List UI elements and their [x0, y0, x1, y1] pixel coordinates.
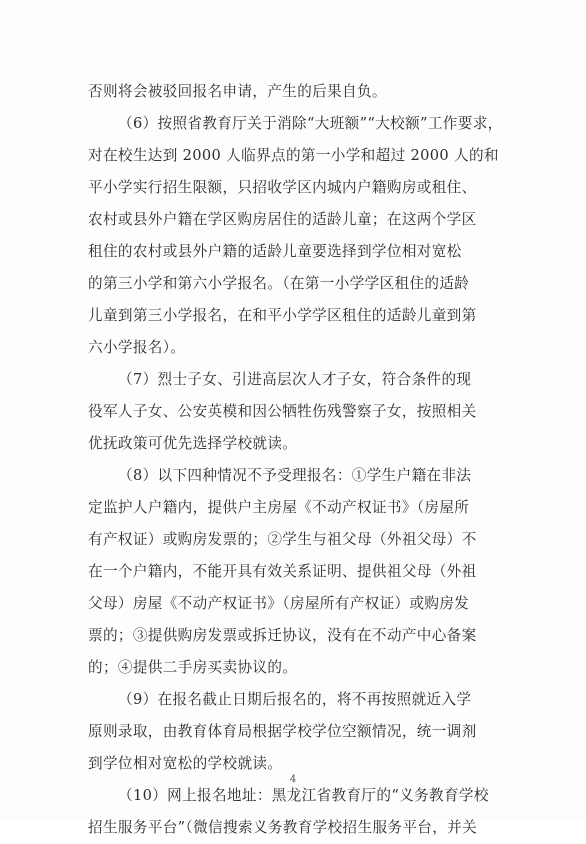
- text-line: 优抚政策可优先选择学校就读。: [88, 435, 298, 452]
- text-line: 儿童到第三小学报名，在和平小学学区租住的适龄儿童到第: [88, 307, 477, 324]
- text-line: 役军人子女、公安英模和因公牺牲伤残警察子女，按照相关: [88, 403, 477, 420]
- paragraph-8-line: （8）以下四种情况不予受理报名：①学生户籍在非法: [118, 467, 472, 484]
- text-line: 有产权证）或购房发票的；②学生与祖父母（外祖父母）不: [88, 531, 477, 548]
- text-line: 农村或县外户籍在学区购房居住的适龄儿童；在这两个学区: [88, 211, 477, 228]
- text-line: 否则将会被驳回报名申请，产生的后果自负。: [88, 83, 387, 100]
- text-line: 父母）房屋《不动产权证书》（房屋所有产权证）或购房发: [88, 595, 470, 612]
- text-line: 的第三小学和第六小学报名。（在第一小学学区租住的适龄: [88, 275, 470, 292]
- text-line: 对在校生达到 2000 人临界点的第一小学和超过 2000 人的和: [88, 147, 499, 164]
- paragraph-10-line: （10）网上报名地址：黑龙江省教育厅的“义务教育学校: [118, 787, 489, 804]
- text-line: 原则录取，由教育体育局根据学校学位空额情况，统一调剂: [88, 723, 477, 740]
- text-line: 的；④提供二手房买卖协议的。: [88, 659, 298, 676]
- document-body: [88, 76, 506, 844]
- text-line: 到学位相对宽松的学校就读。: [88, 755, 283, 772]
- text-line: 招生服务平台”（微信搜索义务教育学校招生服务平台，并关: [88, 819, 478, 836]
- paragraph-7-line: （7）烈士子女、引进高层次人才子女，符合条件的现: [118, 371, 472, 388]
- text-line: 票的；③提供购房发票或拆迁协议，没有在不动产中心备案: [88, 627, 477, 644]
- text-line: 在一个户籍内，不能开具有效关系证明、提供祖父母（外祖: [88, 563, 477, 580]
- paragraph-9-line: （9）在报名截止日期后报名的，将不再按照就近入学: [118, 691, 472, 708]
- text-line: 六小学报名）。: [88, 339, 186, 356]
- paragraph-6-line: （6）按照省教育厅关于消除“大班额”“大校额”工作要求，: [118, 115, 503, 132]
- text-line: 租住的农村或县外户籍的适龄儿童要选择到学位相对宽松: [88, 243, 462, 260]
- page-number: 4: [289, 774, 297, 785]
- text-line: 定监护人户籍内，提供户主房屋《不动产权证书》（房屋所: [88, 499, 470, 516]
- text-line: 平小学实行招生限额，只招收学区内城内户籍购房或租住、: [88, 179, 477, 196]
